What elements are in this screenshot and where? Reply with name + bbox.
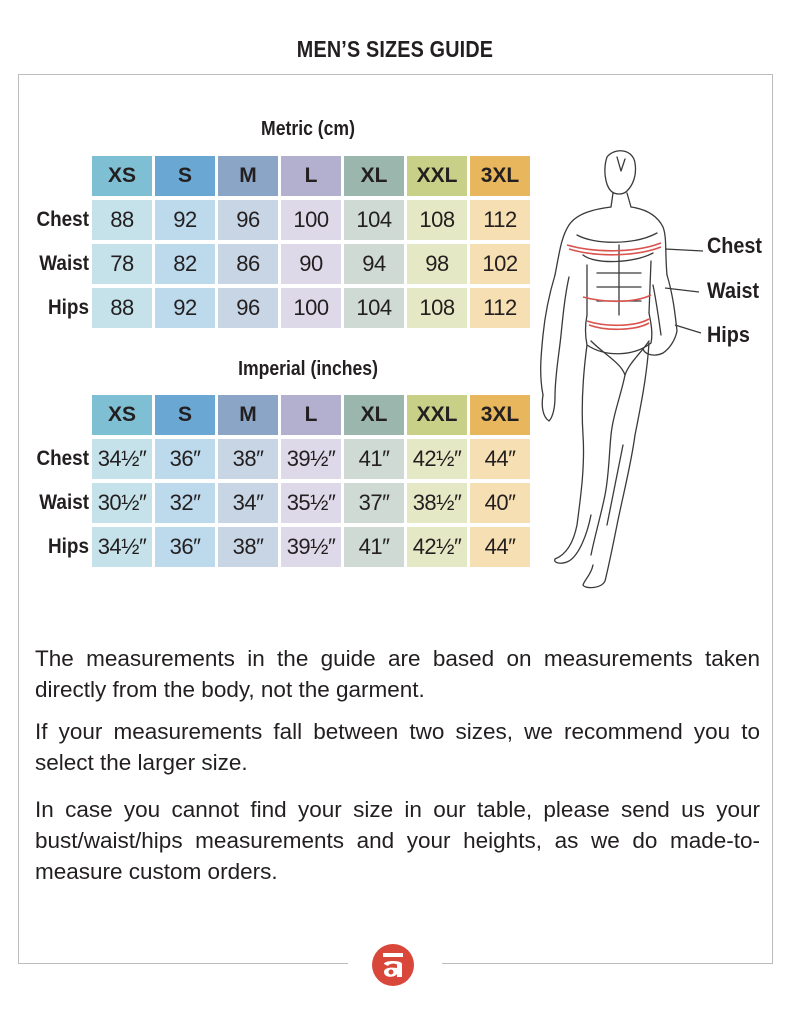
table-cell: 98: [407, 244, 467, 284]
table-cell: 86: [218, 244, 278, 284]
table-cell: 100: [281, 200, 341, 240]
note-between-sizes: If your measurements fall between two sizes, we recommend you to select the larger size.: [35, 719, 760, 775]
table-cell: 104: [344, 200, 404, 240]
frame-border-bottom-right: [442, 963, 773, 964]
imperial-size-header: XL: [344, 395, 404, 435]
table-cell: 37″: [344, 483, 404, 523]
table-cell: 40″: [470, 483, 530, 523]
imperial-header-row: [28, 395, 530, 439]
frame-border-top: [18, 74, 772, 75]
table-cell: 88: [92, 200, 152, 240]
metric-size-header: L: [281, 156, 341, 196]
note-measurements: The measurements in the guide are based on measurements taken directly from the body, not the garment.: [35, 646, 760, 702]
metric-row-chest: [28, 200, 530, 244]
imperial-row-waist: [28, 483, 530, 527]
table-cell: 104: [344, 288, 404, 328]
table-cell: 96: [218, 288, 278, 328]
metric-row-waist: [28, 244, 530, 288]
table-cell: 35½″: [281, 483, 341, 523]
figure-label-waist: Waist: [707, 278, 760, 303]
male-body-outline-icon: [525, 145, 775, 595]
imperial-size-header: S: [155, 395, 215, 435]
table-cell: 92: [155, 200, 215, 240]
metric-size-header: XS: [92, 156, 152, 196]
frame-border-bottom-left: [18, 963, 348, 964]
table-cell: 88: [92, 288, 152, 328]
figure-label-hips: Hips: [707, 322, 750, 347]
table-cell: 82: [155, 244, 215, 284]
table-cell: 34½″: [92, 527, 152, 567]
imperial-size-header: 3XL: [470, 395, 530, 435]
header-spacer: [28, 395, 89, 439]
row-label: Hips: [48, 296, 89, 319]
table-cell: 90: [281, 244, 341, 284]
metric-size-header: M: [218, 156, 278, 196]
table-cell: 34″: [218, 483, 278, 523]
table-cell: 42½″: [407, 439, 467, 479]
metric-header-row: [28, 156, 530, 200]
imperial-row-chest: [28, 439, 530, 483]
header-spacer: [28, 156, 89, 200]
table-cell: 112: [470, 200, 530, 240]
table-cell: 42½″: [407, 527, 467, 567]
metric-size-table: [28, 156, 530, 332]
table-cell: 36″: [155, 527, 215, 567]
table-cell: 44″: [470, 439, 530, 479]
row-label: Waist: [39, 252, 89, 275]
row-label: Chest: [36, 208, 89, 231]
imperial-size-header: L: [281, 395, 341, 435]
table-cell: 38″: [218, 439, 278, 479]
table-cell: 41″: [344, 527, 404, 567]
metric-size-header: XL: [344, 156, 404, 196]
table-cell: 100: [281, 288, 341, 328]
imperial-size-header: XXL: [407, 395, 467, 435]
imperial-title: Imperial (inches): [238, 358, 378, 380]
table-cell: 39½″: [281, 439, 341, 479]
table-cell: 102: [470, 244, 530, 284]
frame-border-left: [18, 74, 19, 963]
row-label: Chest: [36, 447, 89, 470]
imperial-size-header: XS: [92, 395, 152, 435]
imperial-size-header: M: [218, 395, 278, 435]
imperial-size-table: [28, 395, 530, 571]
metric-row-hips: [28, 288, 530, 332]
table-cell: 78: [92, 244, 152, 284]
metric-size-header: 3XL: [470, 156, 530, 196]
table-cell: 34½″: [92, 439, 152, 479]
table-cell: 38½″: [407, 483, 467, 523]
imperial-row-hips: [28, 527, 530, 571]
table-cell: 39½″: [281, 527, 341, 567]
figure-label-chest: Chest: [707, 233, 763, 258]
row-label: Hips: [48, 535, 89, 558]
table-cell: 108: [407, 200, 467, 240]
row-label: Waist: [39, 491, 89, 514]
note-custom-orders: In case you cannot find your size in our table, please send us your bust/waist/hips measurements and your heights, as we do made-to-measure custom orders.: [35, 797, 760, 884]
table-cell: 30½″: [92, 483, 152, 523]
page-title: MEN’S SIZES GUIDE: [296, 36, 494, 62]
metric-title: Metric (cm): [261, 118, 355, 140]
metric-size-header: S: [155, 156, 215, 196]
brand-logo-icon: [368, 940, 418, 990]
table-cell: 108: [407, 288, 467, 328]
table-cell: 92: [155, 288, 215, 328]
metric-size-header: XXL: [407, 156, 467, 196]
table-cell: 96: [218, 200, 278, 240]
table-cell: 36″: [155, 439, 215, 479]
table-cell: 94: [344, 244, 404, 284]
table-cell: 38″: [218, 527, 278, 567]
table-cell: 112: [470, 288, 530, 328]
table-cell: 44″: [470, 527, 530, 567]
table-cell: 32″: [155, 483, 215, 523]
table-cell: 41″: [344, 439, 404, 479]
